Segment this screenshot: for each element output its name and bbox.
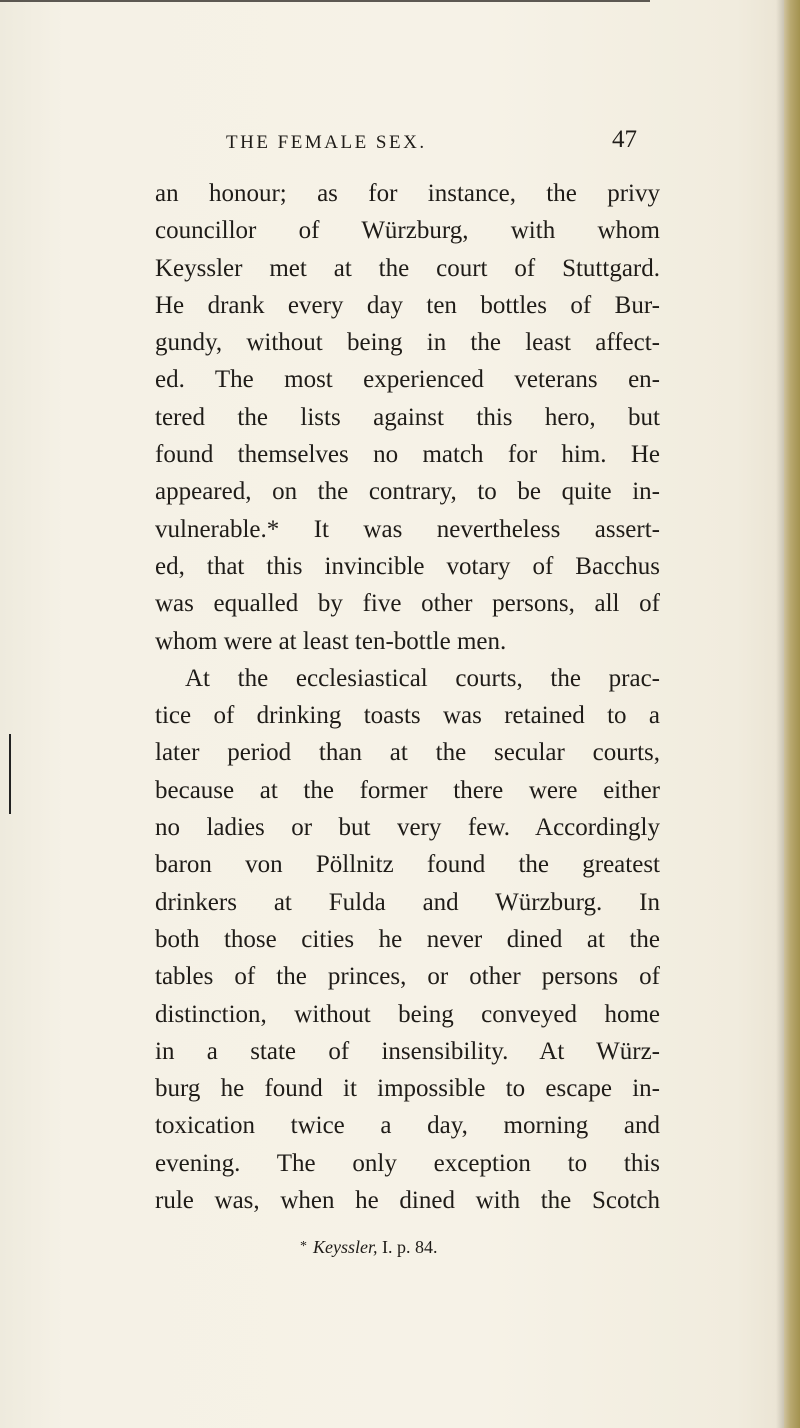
- text-line: was equalled by five other persons, all of: [155, 590, 660, 618]
- text-line: tered the lists against this hero, but: [155, 403, 660, 431]
- text-line: gundy, without being in the least affect-: [155, 329, 660, 357]
- footnote-marker: *: [300, 1239, 307, 1254]
- text-line: Keyssler met at the court of Stuttgard.: [155, 254, 660, 282]
- text-line: found themselves no match for him. He: [155, 441, 660, 469]
- text-line: rule was, when he dined with the Scotch: [155, 1187, 660, 1215]
- text-line: tables of the princes, or other persons of: [155, 963, 660, 991]
- text-line: later period than at the secular courts,: [155, 739, 660, 767]
- text-line: drinkers at Fulda and Würzburg. In: [155, 888, 660, 916]
- text-line: vulnerable.* It was nevertheless assert-: [155, 515, 660, 543]
- text-line: in a state of insensibility. At Würz-: [155, 1037, 660, 1065]
- page-number: 47: [612, 126, 637, 153]
- text-line: At the ecclesiastical courts, the prac-: [185, 664, 660, 692]
- text-line: because at the former there were either: [155, 776, 660, 804]
- text-line: an honour; as for instance, the privy: [155, 180, 660, 207]
- text-line: no ladies or but very few. Accordingly: [155, 814, 660, 842]
- text-line: burg he found it impossible to escape in-: [155, 1075, 660, 1103]
- text-line: ed. The most experienced veterans en-: [155, 366, 660, 394]
- text-line: evening. The only exception to this: [155, 1149, 660, 1177]
- footnote-author: Keyssler,: [313, 1237, 378, 1257]
- text-line: whom were at least ten-bottle men.: [155, 627, 507, 655]
- footnote: [300, 1237, 438, 1258]
- text-line: distinction, without being conveyed home: [155, 1000, 660, 1028]
- footnote-reference: I. p. 84.: [382, 1237, 438, 1257]
- text-line: baron von Pöllnitz found the greatest: [155, 851, 660, 879]
- top-rule: [0, 0, 650, 2]
- page-edge: [784, 0, 800, 1428]
- gutter-shadow: [776, 0, 784, 1428]
- text-line: He drank every day ten bottles of Bur-: [155, 291, 660, 319]
- text-line: appeared, on the contrary, to be quite in-: [155, 478, 660, 506]
- text-line: tice of drinking toasts was retained to a: [155, 702, 660, 730]
- text-line: both those cities he never dined at the: [155, 925, 660, 953]
- text-line: ed, that this invincible votary of Bacchus: [155, 552, 660, 580]
- running-title: THE FEMALE SEX.: [226, 132, 427, 153]
- body-text: [155, 175, 660, 1219]
- text-line: councillor of Würzburg, with whom: [155, 217, 660, 245]
- running-head: [0, 126, 800, 162]
- text-line: toxication twice a day, morning and: [155, 1112, 660, 1140]
- margin-mark: [9, 734, 11, 814]
